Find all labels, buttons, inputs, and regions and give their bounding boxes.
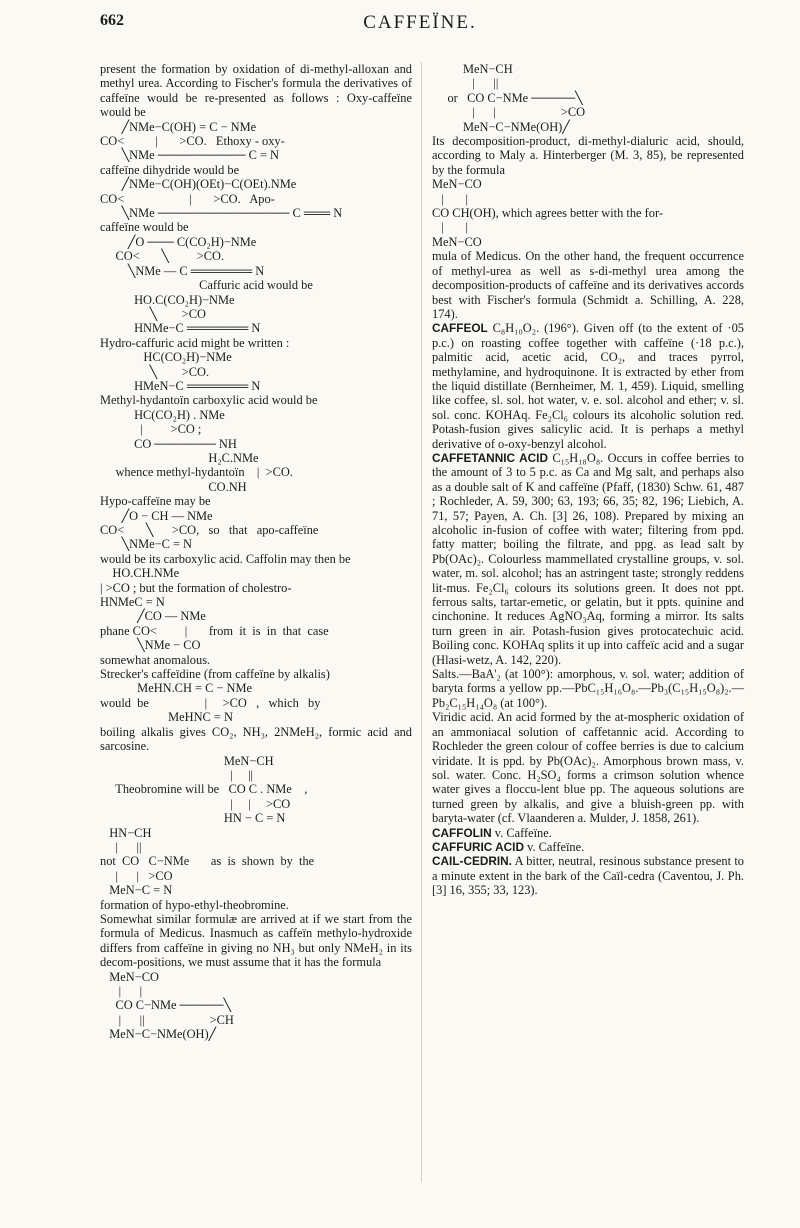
left-formula-line: ╲NMe − CO xyxy=(100,638,201,653)
left-formula-line: HN−CH xyxy=(100,825,152,840)
right-paragraph: Its decomposition-product, di-methyl-dialuric acid, should, according to Maly a. Hinterberger (M. 3, 85), be represented by the formula xyxy=(432,134,744,177)
left-formula-line: CO< ╲ >CO, so that apo-caffeïne xyxy=(100,523,319,537)
left-formula-line: H₂C.NMe xyxy=(100,450,259,465)
left-formula-line: | | >CO xyxy=(100,796,291,811)
left-formula-line: MeHN.CH = C − NMe xyxy=(100,681,252,696)
left-formula-line: Theobromine will be CO C . NMe , xyxy=(100,782,308,797)
left-formula-line: CO C−NMe ─────╲ xyxy=(100,998,231,1013)
entry-text: C₁₅H₁₈O₈. Occurs in coffee berries to the amount of 3 to 5 p.c. as Ca and Mg salt, and perhaps also as a double salt of K and caffeïne (Pfaff, (1830) Schw. 61, 487 ; Rochleder, A. 59, 300; 63, 193; 66, 35; 82, 196; Liebich, A. 71, 57; Payen, A. Ch. [3] 26, 108). Prepared by mixing an alcoholic in-fusion of coffee with water; filtering from ppd. fatty matter; boiling the filtrate, and ppg. as lead salt by Pb(OAc)₂. Colourless mammellated crystalline groups, v. sol. water, m. sol. alcohol; has an astringent taste; strongly reddens lit-mus. Fe₂Cl₆ colours its solutions green. It does not ppt. ferrous salts, tartar-emetic, or gelatin, but it ppts. quinine and cinchonine. It reduces AgNO₃Aq, forming a mirror. Its salts turn green in air. Potash-fusion gives protocatechuic acid. Boiling conc. KOHAq splits it up into caffeïc acid and a sugar (Hlasi-wetz, A. 142, 220). xyxy=(432,450,744,667)
left-formula-line: ╱O − CH — NMe xyxy=(100,508,213,523)
right-formula-line: | | >CO xyxy=(432,105,586,120)
right-paragraph: mula of Medicus. On the other hand, the frequent occurrence of methyl-urea as well as s-di-methyl urea among the decomposition-products of caffeïne and its derivatives accords best with Fischer's formula (Schmidt a. Schilling, A. 228, 174). xyxy=(432,249,744,321)
left-formula-line: HN − C = N xyxy=(100,811,286,826)
left-formula-line: MeN−CO xyxy=(100,969,159,984)
left-paragraph: caffeïne dihydride would be xyxy=(100,162,240,177)
left-formula-line: ╲ >CO xyxy=(100,306,207,321)
entry-headword: CAFFOLIN xyxy=(432,825,492,840)
left-paragraph: caffeïne would be xyxy=(100,220,189,235)
left-formula-line: not CO C−NMe as is shown by the xyxy=(100,854,315,869)
right-paragraph: Viridic acid. An acid formed by the at-mospheric oxidation of an ammoniacal solution of caffetannic acid. According to Rochleder the green colour of coffee berries is due to calcium viridate. It is ppd. by Pb(OAc)₂. Amorphous brown mass, v. sol. water. Conc. H₂SO₄ forms a crimson solution whence water gives a floccu-lent blue pp. The aqueous solutions are turned green by alkalis, and give a bluish-green pp. with baryta-water (cf. Vlaanderen a. Mulder, J. 1858, 261). xyxy=(432,710,744,826)
entry-headword: CAFFETANNIC ACID xyxy=(432,450,548,465)
right-entry xyxy=(432,854,744,897)
right-column xyxy=(432,62,744,898)
left-formula-line: | | >CO xyxy=(100,868,173,883)
left-paragraph: Strecker's caffeïdine (from caffeïne by alkalis) xyxy=(100,667,330,682)
right-formula-line: or CO C−NMe ─────╲ xyxy=(432,90,583,105)
left-formula-line: | || xyxy=(100,839,142,854)
left-formula-line: CO.NH xyxy=(100,479,247,494)
left-formula-line: | || xyxy=(100,767,254,782)
left-paragraph: somewhat anomalous. xyxy=(100,652,211,667)
left-formula-line: MeN−CH xyxy=(100,753,274,768)
entry-headword: CAFFEOL xyxy=(432,321,488,336)
entry-text: A bitter, neutral, resinous substance present to a minute extent in the bark of the Caïl-cedra (Caventou, J. Ph. [3] 16, 355; 33, 123). xyxy=(432,854,744,898)
left-formula-line: ╲NMe — C ═══════ N xyxy=(100,263,265,278)
left-formula-line: ╱NMe−C(OH) = C − NMe xyxy=(100,119,257,134)
left-formula-line: CO< | >CO. Apo- xyxy=(100,191,275,206)
left-formula-line: | | xyxy=(100,984,143,998)
entry-text: v. Caffeïne. xyxy=(491,825,552,840)
right-entry xyxy=(432,840,744,854)
left-formula-line: HMeN−C ═══════ N xyxy=(100,378,261,393)
left-formula-line: HNMe−C ═══════ N xyxy=(100,321,261,336)
page-title: CAFFEÏNE. xyxy=(363,12,477,33)
left-formula-line: whence methyl-hydantoïn | >CO. xyxy=(100,465,293,480)
left-paragraph: would be its carboxylic acid. Caffolin may then be xyxy=(100,551,351,566)
left-formula-line: ╲ >CO. xyxy=(100,364,210,379)
left-formula-line: ╱NMe−C(OH)(OEt)−C(OEt).NMe xyxy=(100,177,297,192)
left-formula-line: ╲NMe ─────────────── C ═══ N xyxy=(100,206,343,221)
left-formula-line: CO< | >CO. Ethoxy - oxy- xyxy=(100,134,285,149)
left-column xyxy=(100,62,412,1042)
right-formula-line: | | xyxy=(432,191,468,206)
right-formula-line: MeN−CH xyxy=(432,62,513,76)
right-formula-line: MeN−C−NMe(OH)╱ xyxy=(432,119,570,134)
right-entry xyxy=(432,826,744,840)
left-paragraph: Hydro-caffuric acid might be written : xyxy=(100,335,290,350)
right-formula-line: MeN−CO xyxy=(432,177,482,192)
left-formula-line: phane CO< | from it is in that case xyxy=(100,623,329,638)
left-formula-line: MeN−C = N xyxy=(100,883,173,898)
entry-text: v. Caffeïne. xyxy=(523,839,585,854)
left-paragraph: Methyl-hydantoïn carboxylic acid would be xyxy=(100,393,318,408)
left-formula-line: would be | >CO , which by xyxy=(100,695,321,710)
left-paragraph: boiling alkalis gives CO₂, NH₃, 2NMeH₂, formic acid and sarcosine. xyxy=(100,724,412,754)
left-centered-line: Caffuric acid would be xyxy=(199,278,313,293)
right-entry xyxy=(432,451,744,667)
column-divider xyxy=(421,62,422,1182)
right-paragraph: CO CH(OH), which agrees better with the for- xyxy=(432,206,663,221)
entry-text: C₈H₁₀O₂. (196°). Given off (to the extent of ·05 p.c.) on roasting coffee together with caffeïne (·18 p.c.), palmitic acid, acetic acid, CO₂, and traces pyrrol, methylamine, and hydroquinone. It is extracted by ether from the liquid distillate (Bernheimer, M. 1, 459). Liquid, smelling like coffee, sl. sol. hot water, v. e. sol. alcohol and ether; v. sl. sol. conc. KOHAq. Fe₂Cl₆ colours its alcoholic solution red. Potash-fusion gives salicylic acid. It is perhaps a methyl derivative of o-oxy-benzyl alcohol. xyxy=(432,321,744,451)
right-paragraph: Salts.—BaA'₂ (at 100°): amorphous, v. sol. water; addition of baryta forms a yellow pp.—PbC₁₅H₁₆O₈.—Pb₃(C₁₅H₁₅O₈)₂.—Pb₂C₁₅H₁₄O₈ (at 100°). xyxy=(432,667,744,710)
left-formula-line: HO.CH.NMe xyxy=(100,566,180,581)
left-formula-line: MeHNC = N xyxy=(100,710,233,725)
left-formula-line: ╲NMe ────────── C = N xyxy=(100,148,279,163)
left-formula-line: CO ─────── NH xyxy=(100,436,237,451)
left-formula-line: HO.C(CO₂H)−NMe xyxy=(100,292,235,307)
left-formula-line: HNMeC = N xyxy=(100,595,165,610)
left-formula-line: MeN−C−NMe(OH)╱ xyxy=(100,1027,217,1042)
left-formula-line: | || >CH xyxy=(100,1012,234,1027)
left-paragraph: Hypo-caffeïne may be xyxy=(100,494,211,509)
left-paragraph: | >CO ; but the formation of cholestro- xyxy=(100,580,292,595)
left-formula-line: ╲NMe−C = N xyxy=(100,537,192,552)
right-formula-line: | || xyxy=(432,76,499,91)
entry-headword: CAIL-CEDRIN. xyxy=(432,854,512,869)
left-formula-line: HC(CO₂H) . NMe xyxy=(100,407,225,422)
running-head xyxy=(100,12,740,36)
right-entry xyxy=(432,321,744,451)
left-formula-line: | >CO ; xyxy=(100,422,202,437)
left-paragraph: present the formation by oxidation of di-methyl-alloxan and methyl urea. According to Fischer's formula the derivatives of caffeïne would be re-presented as follows : Oxy-caffeïne would be xyxy=(100,62,412,120)
left-formula-line: ╱CO — NMe xyxy=(100,609,206,624)
entry-headword: CAFFURIC ACID xyxy=(432,839,524,854)
left-formula-line: HC(CO₂H)−NMe xyxy=(100,350,232,365)
right-formula-line: | | xyxy=(432,220,468,235)
left-formula-line: CO< ╲ >CO. xyxy=(100,249,225,264)
left-paragraph: Somewhat similar formulæ are arrived at if we start from the formula of Medicus. Inasmuch as caffeïn methylo-hydroxide differs from caffeïne in giving no NH₃ but only NMeH₂ in its decom-positions, we must assume that it has the formula xyxy=(100,911,412,970)
left-paragraph: formation of hypo-ethyl-theobromine. xyxy=(100,897,289,912)
right-formula-line: MeN−CO xyxy=(432,234,482,249)
left-formula-line: ╱O ─── C(CO₂H)−NMe xyxy=(100,234,257,249)
page-number: 662 xyxy=(100,12,124,29)
